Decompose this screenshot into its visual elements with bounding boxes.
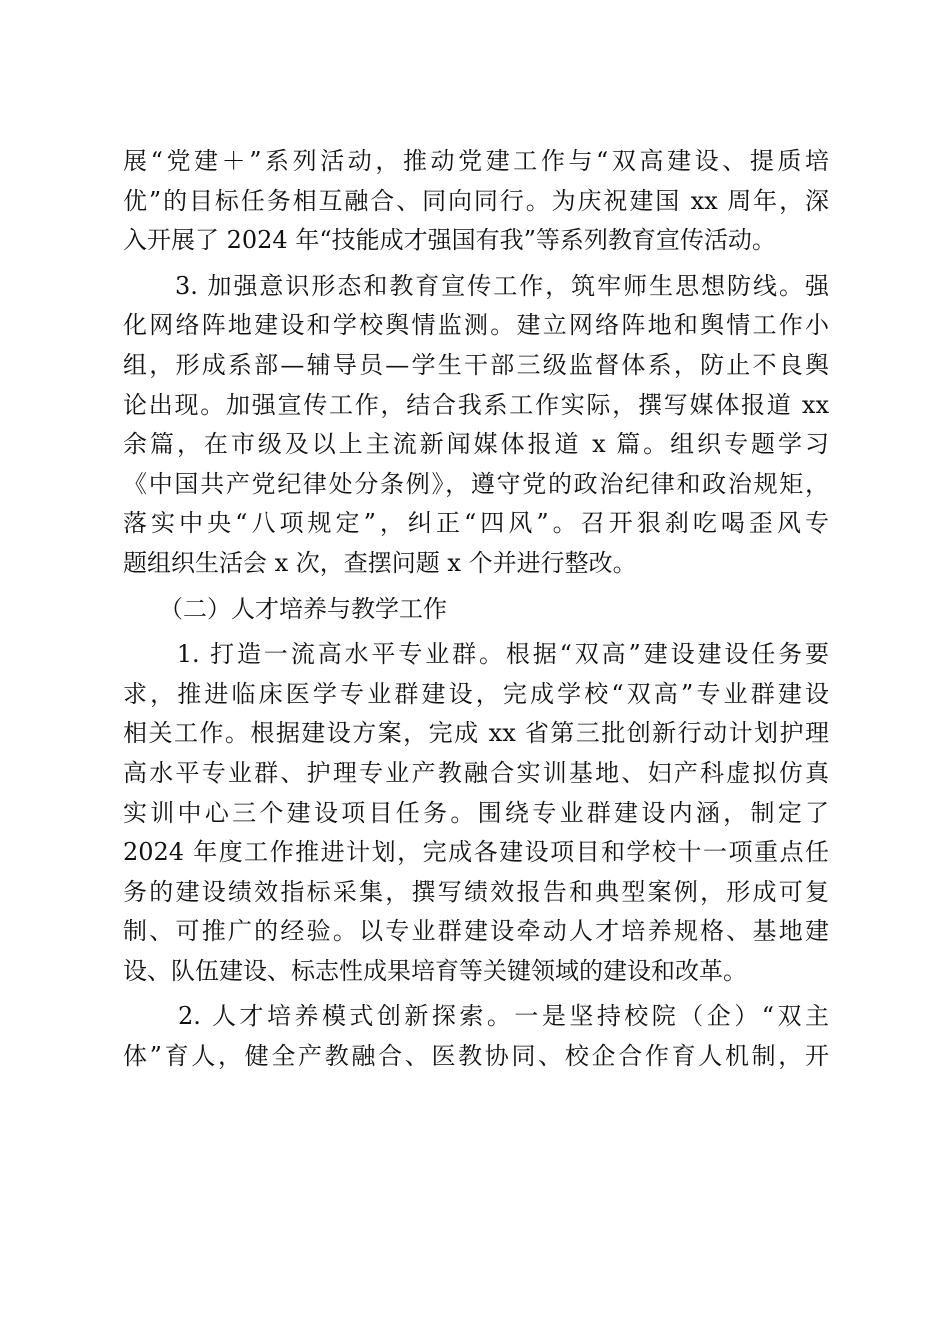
text-line: 3. 加强意识形态和教育宣传工作，筑牢师生思想防线。强 (123, 271, 829, 300)
text-line: 题组织生活会 x 次，查摆问题 x 个并进行整改。 (123, 548, 637, 577)
text-line: 论出现。加强宣传工作，结合我系工作实际，撰写媒体报道 xx (123, 390, 829, 419)
text-line: 落实中央“八项规定”，纠正“四风”。召开狠刹吃喝歪风专 (123, 509, 829, 538)
text-line: 制、可推广的经验。以专业群建设牵动人才培养规格、基地建 (123, 917, 829, 946)
text-line: 设、队伍建设、标志性成果培育等关键领域的建设和改革。 (123, 956, 747, 985)
text-line: 体”育人，健全产教融合、医教协同、校企合作育人机制，开 (123, 1042, 829, 1071)
text-line: 1. 打造一流高水平专业群。根据“双高”建设建设任务要 (123, 640, 829, 669)
text-line: 化网络阵地建设和学校舆情监测。建立网络阵地和舆情工作小 (123, 311, 829, 340)
paragraph-ideology-publicity (123, 267, 829, 584)
text-line: 相关工作。根据建设方案，完成 xx 省第三批创新行动计划护理 (123, 719, 829, 748)
text-line: 务的建设绩效指标采集，撰写绩效报告和典型案例，形成可复 (123, 877, 829, 906)
text-line: 余篇，在市级及以上主流新闻媒体报道 x 篇。组织专题学习 (123, 430, 829, 459)
text-line: 2. 人才培养模式创新探索。一是坚持校院（企）“双主 (123, 1002, 829, 1031)
text-line: 《中国共产党纪律处分条例》，遵守党的政治纪律和政治规矩， (123, 469, 829, 498)
text-line: 入开展了 2024 年“技能成才强国有我”等系列教育宣传活动。 (123, 226, 776, 255)
text-line: 组，形成系部—辅导员—学生干部三级监督体系，防止不良舆 (123, 350, 829, 379)
paragraph-training-mode (123, 997, 829, 1076)
text-line: 高水平专业群、护理专业产教融合实训基地、妇产科虚拟仿真 (123, 758, 829, 787)
paragraph-professional-group (123, 635, 829, 991)
text-line: 优”的目标任务相互融合、同向同行。为庆祝建国 xx 周年，深 (123, 186, 829, 215)
text-line: 实训中心三个建设项目任务。围绕专业群建设内涵，制定了 (123, 798, 829, 827)
text-line: 2024 年度工作推进计划，完成各建设项目和学校十一项重点任 (123, 838, 829, 867)
section-heading-talent-training: （二）人才培养与教学工作 (147, 594, 447, 623)
document-body (123, 142, 829, 1077)
paragraph-party-activities (123, 142, 829, 261)
text-line: 求，推进临床医学专业群建设，完成学校“双高”专业群建设 (123, 679, 829, 708)
text-line: 展“党建＋”系列活动，推动党建工作与“双高建设、提质培 (123, 147, 829, 175)
